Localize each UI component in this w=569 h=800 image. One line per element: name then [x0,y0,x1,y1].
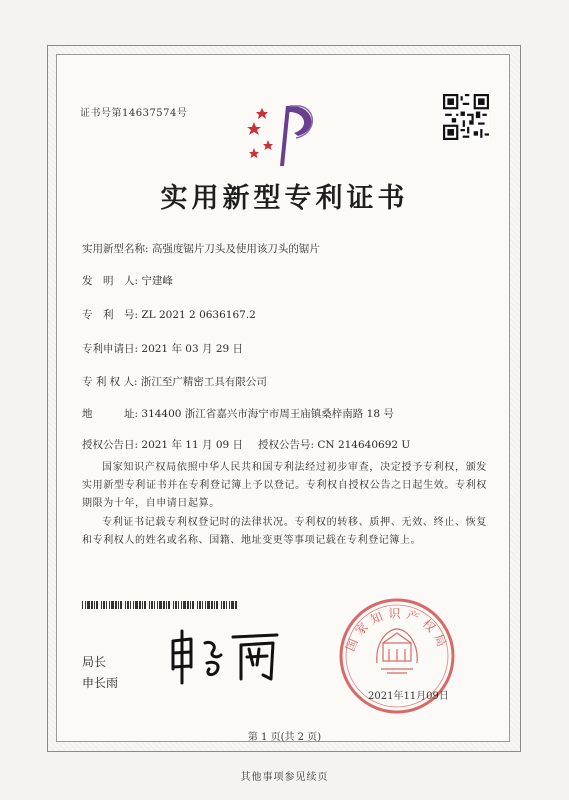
seal-text: 国家知识产权局 [343,606,451,654]
field-grant-date [82,437,243,452]
barcode-icon [82,601,238,609]
field-value: 2021 年 11 月 09 日 [141,439,244,451]
field-label: 发 明 人: [82,275,139,287]
field-value: 2021 年 03 月 29 日 [141,343,244,355]
field-value: CN 214640692 U [317,439,411,451]
field-label: 专利申请日: [82,343,139,355]
field-label: 地 址: [82,408,139,420]
director-name: 申长雨 [82,676,119,690]
handwritten-signature [165,625,285,685]
field-label: 专 利 权 人: [82,376,138,388]
field-label: 实用新型名称: [82,243,149,255]
qr-code-icon [443,94,489,140]
footer-note: 其他事项参见续页 [240,772,329,783]
field-value: 高强度锯片刀头及使用该刀头的锯片 [151,243,320,255]
certificate-title: 实用新型专利证书 [160,183,409,214]
field-value: 宁建峰 [141,275,173,287]
field-grant-number [258,437,410,452]
field-label: 专 利 号: [82,309,139,321]
field-inventor [82,273,173,288]
field-label: 授权公告日: [82,439,139,451]
cnipa-logo-icon [240,100,324,170]
body-paragraph-1: 国家知识产权局依照中华人民共和国专利法经过初步审查，决定授予专利权，颁发实用新型专利证书并在专利登记簿上予以登记。专利权自授权公告之日起生效。专利权期限为十年，自申请日起算。 [82,462,487,509]
field-value: ZL 2021 2 0636167.2 [141,309,256,321]
field-patentee [82,374,267,389]
certificate-number: 证书号第14637574号 [80,108,188,119]
field-value: 314400 浙江省嘉兴市海宁市周王庙镇桑梓南路 18 号 [141,408,394,420]
seal-date: 2021年11月09日 [368,691,449,702]
director-title: 局长 [82,655,107,669]
field-address [82,406,394,421]
field-patent-number [82,307,256,322]
field-utility-model-name [82,241,320,256]
field-value: 浙江至广精密工具有限公司 [140,376,267,388]
body-paragraph-2: 专利证书记载专利权登记时的法律状况。专利权的转移、质押、无效、终止、恢复和专利权人的姓名或名称、国籍、地址变更等事项记载在专利登记簿上。 [82,517,487,546]
field-filing-date [82,341,243,356]
page-number: 第 1 页(共 2 页) [247,732,322,743]
field-label: 授权公告号: [258,439,315,451]
